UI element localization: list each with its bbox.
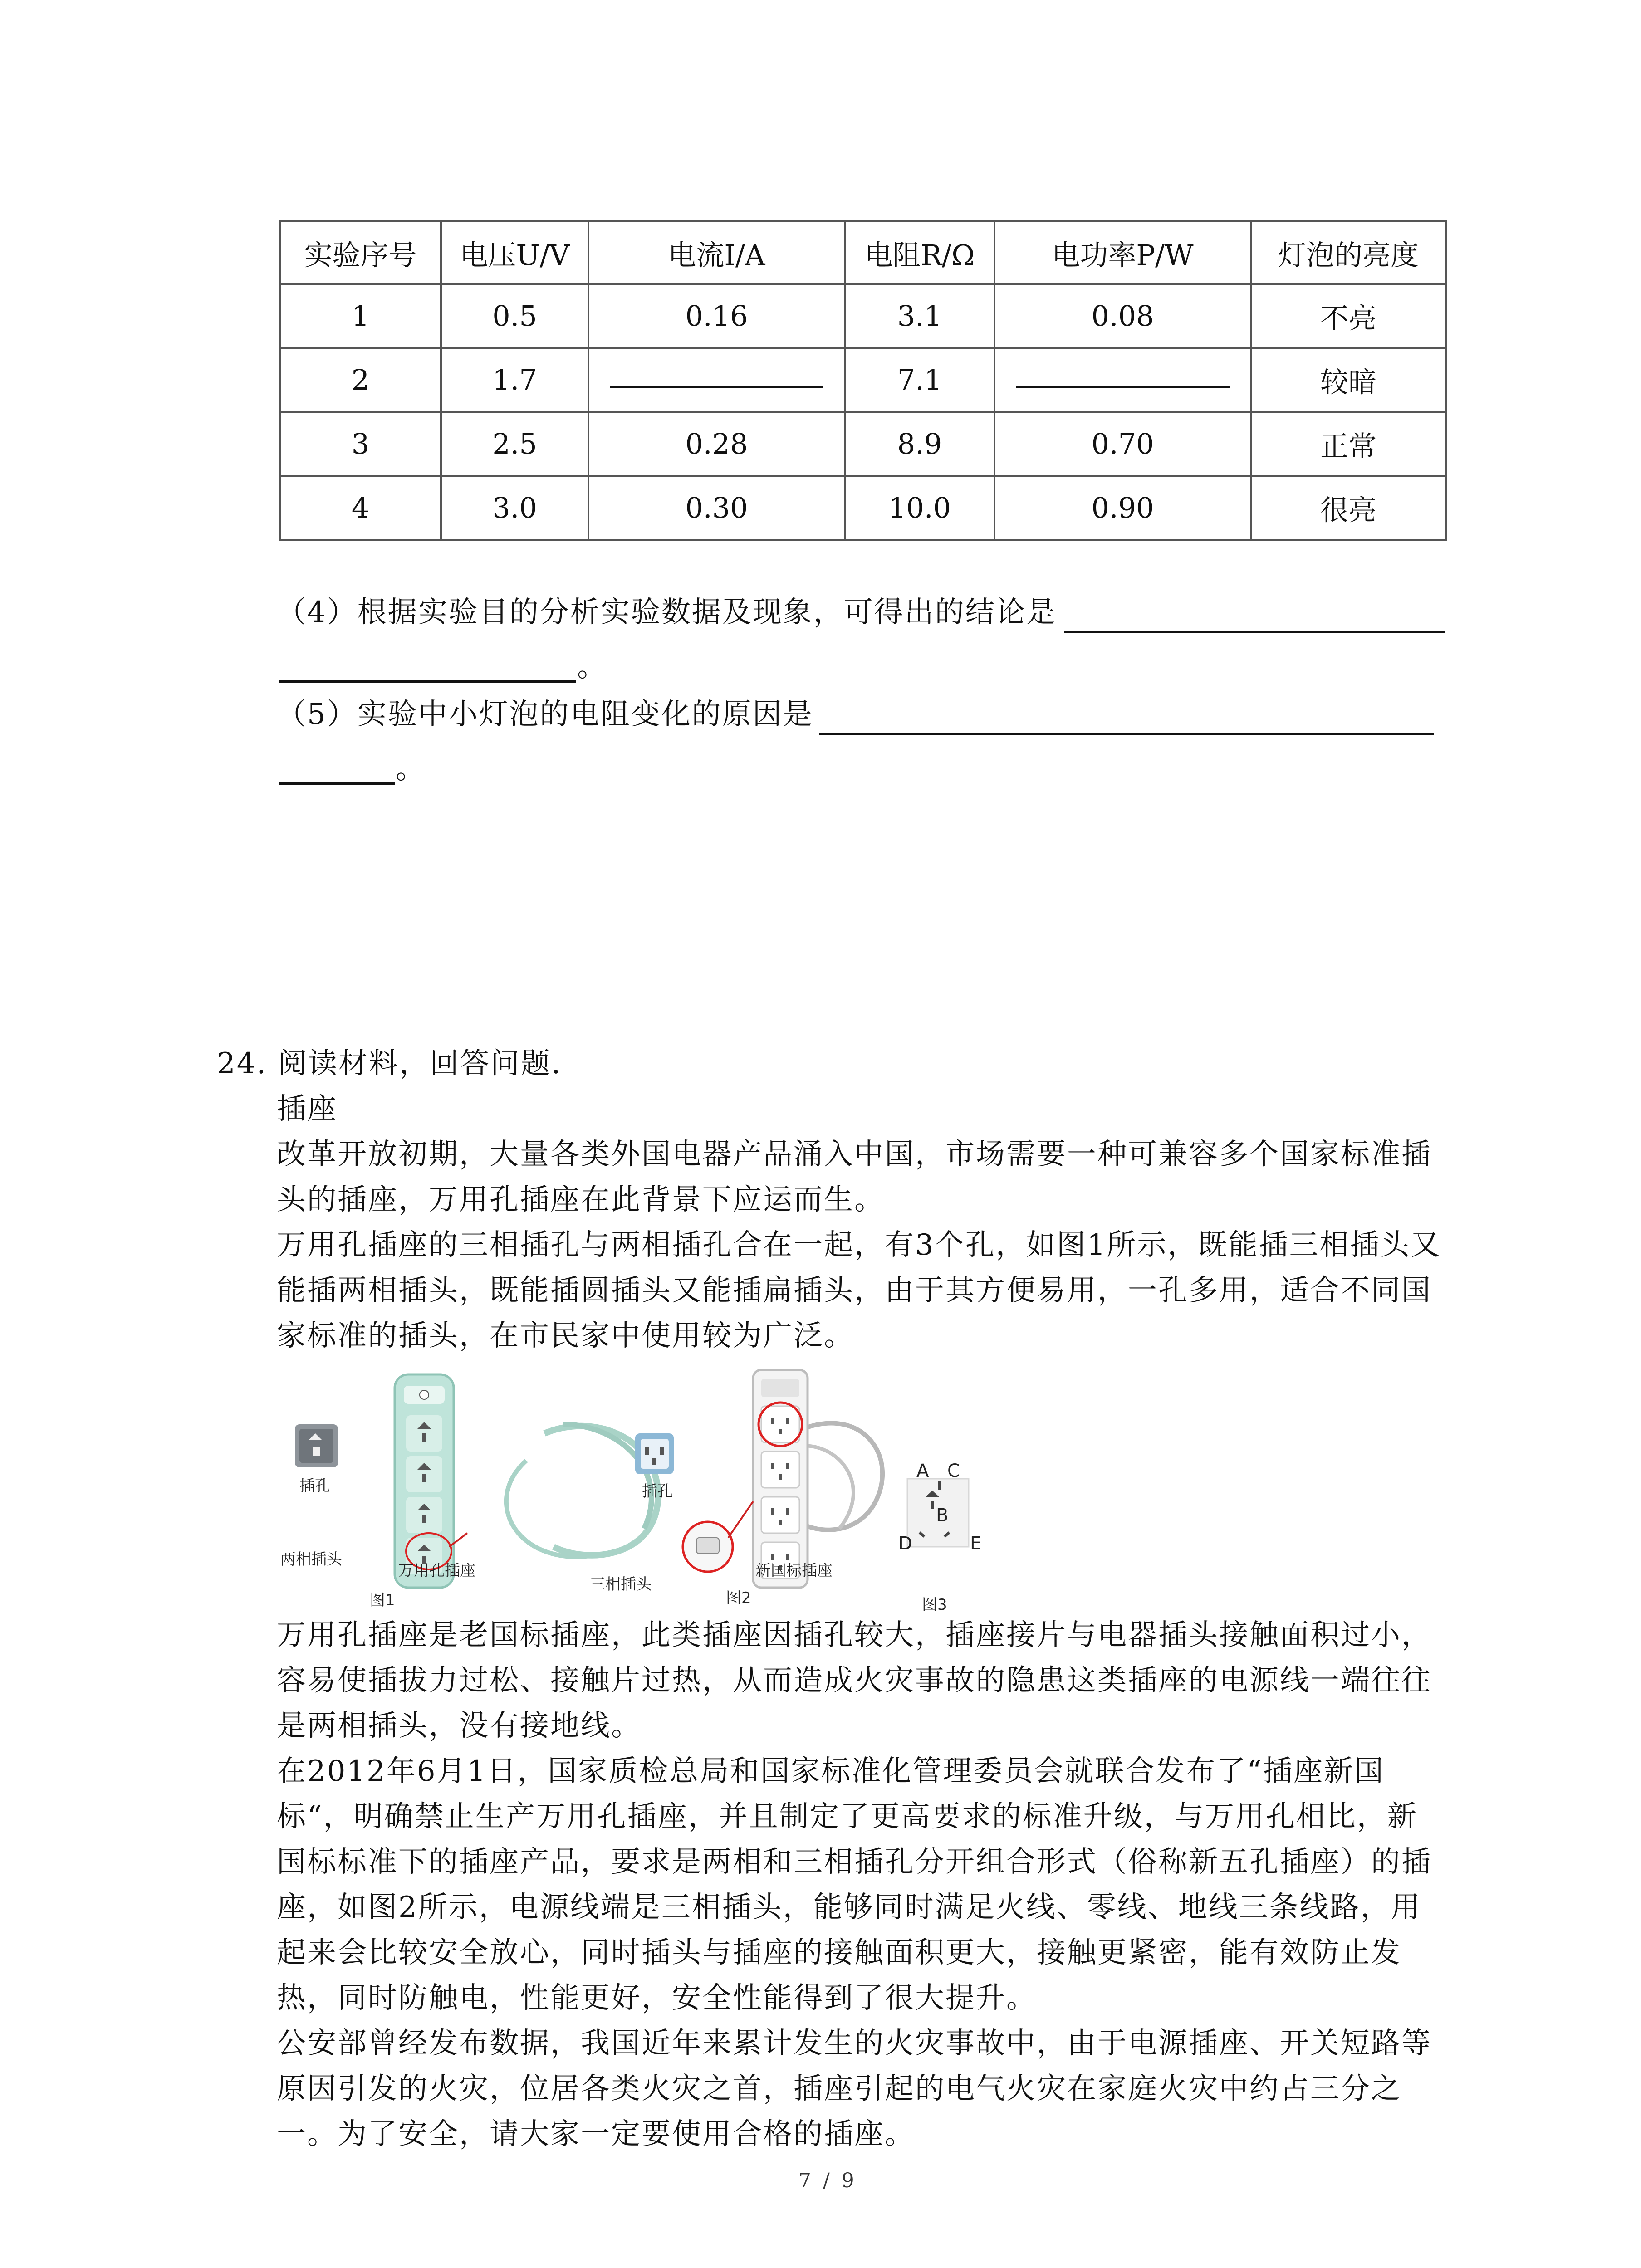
table-cell: 4: [280, 476, 441, 540]
question-5-text: （5）实验中小灯泡的电阻变化的原因是: [277, 698, 813, 731]
passage-paragraph-4-line: 在2012年6月1日，国家质检总局和国家标准化管理委员会就联合发布了“插座新国: [277, 1755, 1385, 1788]
table-cell: 较暗: [1251, 348, 1446, 412]
header-power: 电功率P/W: [994, 221, 1251, 284]
table-cell: 1: [280, 284, 441, 348]
table-cell: 0.28: [588, 412, 845, 476]
passage-paragraph-5-line: 一。为了安全，请大家一定要使用合格的插座。: [277, 2117, 915, 2151]
passage-paragraph-5-line: 原因引发的火灾，位居各类火灾之首，插座引起的电气火灾在家庭火灾中约占三分之: [277, 2072, 1401, 2106]
passage-paragraph-5-line: 公安部曾经发布数据，我国近年来累计发生的火灾事故中，由于电源插座、开关短路等: [277, 2027, 1432, 2060]
new-standard-power-strip-icon: [683, 1370, 882, 1588]
fig3-label-e: E: [970, 1533, 982, 1554]
passage-paragraph-2-line: 家标准的插头，在市民家中使用较为广泛。: [277, 1319, 854, 1353]
table-cell: 不亮: [1251, 284, 1446, 348]
passage-paragraph-3-line: 万用孔插座是老国标插座，此类插座因插孔较大，插座接片与电器插头接触面积过小，: [277, 1618, 1432, 1652]
current-answer-blank[interactable]: [588, 348, 845, 412]
table-cell: 0.90: [994, 476, 1251, 540]
passage-paragraph-4-line: 标“，明确禁止生产万用孔插座，并且制定了更高要求的标准升级，与万用孔相比，新: [277, 1800, 1418, 1833]
experiment-data-table: [279, 220, 1447, 541]
header-resistance: 电阻R/Ω: [845, 221, 994, 284]
passage-paragraph-2-line: 万用孔插座的三相插孔与两相插孔合在一起，有3个孔，如图1所示，既能插三相插头又: [277, 1228, 1441, 1262]
table-cell: 0.08: [994, 284, 1251, 348]
socket-figure: [272, 1365, 1016, 1619]
blank-line: [1016, 376, 1230, 388]
passage-paragraph-4-line: 国标标准下的插座产品，要求是两相和三相插孔分开组合形式（俗称新五孔插座）的插: [277, 1845, 1432, 1879]
header-voltage-text: 电压U/V: [460, 238, 570, 272]
header-trial-no: 实验序号: [280, 221, 441, 284]
passage-paragraph-3-line: 是两相插头，没有接地线。: [277, 1709, 642, 1743]
table-cell: 0.30: [588, 476, 845, 540]
table-cell: 3: [280, 412, 441, 476]
table-cell: 8.9: [845, 412, 994, 476]
question-4-text: （4）根据实验目的分析实验数据及现象，可得出的结论是: [277, 596, 1057, 629]
page-number: 7 / 9: [798, 2169, 857, 2192]
question-4-answer-line-1[interactable]: [1064, 631, 1445, 633]
passage-paragraph-3-line: 容易使插拔力过松、接触片过热，从而造成火灾事故的隐患这类插座的电源线一端往往: [277, 1664, 1432, 1697]
table-cell: 1.7: [441, 348, 588, 412]
table-row: [280, 284, 1446, 348]
header-voltage: [441, 221, 588, 284]
question-4-end: 。: [577, 650, 607, 684]
power-answer-blank[interactable]: [994, 348, 1251, 412]
table-cell: 7.1: [845, 348, 994, 412]
table-cell: 很亮: [1251, 476, 1446, 540]
table-cell: 0.5: [441, 284, 588, 348]
fig2-socket-label: 插孔: [642, 1482, 673, 1501]
passage-paragraph-4-line: 起来会比较安全放心，同时插头与插座的接触面积更大，接触更紧密，能有效防止发: [277, 1936, 1401, 1970]
fig2-strip-label: 新国标插座: [755, 1562, 833, 1580]
fig3-label-d: D: [898, 1533, 912, 1554]
table-cell: 3.0: [441, 476, 588, 540]
table-row: [280, 412, 1446, 476]
header-brightness: 灯泡的亮度: [1251, 221, 1446, 284]
fig1-strip-label: 万用孔插座: [398, 1562, 475, 1580]
fig1-caption: 图1: [370, 1591, 395, 1609]
passage-paragraph-2-line: 能插两相插头，既能插圆插头又能插扁插头，由于其方便易用，一孔多用，适合不同国: [277, 1274, 1432, 1307]
fig3-label-c: C: [947, 1461, 960, 1481]
fig3-caption: 图3: [922, 1596, 947, 1614]
table-cell: 正常: [1251, 412, 1446, 476]
table-cell: 0.70: [994, 412, 1251, 476]
new-standard-socket-icon: [635, 1433, 674, 1474]
question-5-answer-line-2[interactable]: [279, 782, 395, 785]
question-5-answer-line-1[interactable]: [819, 733, 1434, 735]
question-4-answer-line-2[interactable]: [279, 680, 576, 683]
table-cell: 2.5: [441, 412, 588, 476]
table-cell: 10.0: [845, 476, 994, 540]
universal-socket-icon: [295, 1424, 338, 1467]
passage-paragraph-4-line: 座，如图2所示，电源线端是三相插头，能够同时满足火线、零线、地线三条线路，用: [277, 1891, 1421, 1924]
table-cell: 0.16: [588, 284, 845, 348]
question-24-heading: 24. 阅读材料，回答问题.: [217, 1047, 562, 1080]
fig3-label-a: A: [916, 1461, 929, 1481]
header-current: 电流I/A: [588, 221, 845, 284]
blank-line: [610, 376, 823, 388]
table-cell: 3.1: [845, 284, 994, 348]
passage-title: 插座: [277, 1092, 338, 1126]
passage-paragraph-1-line: 改革开放初期，大量各类外国电器产品涌入中国，市场需要一种可兼容多个国家标准插: [277, 1138, 1432, 1171]
passage-paragraph-1-line: 头的插座，万用孔插座在此背景下应运而生。: [277, 1183, 885, 1217]
table-header-row: [280, 221, 1446, 284]
universal-power-strip-icon: [395, 1374, 658, 1588]
fig2-caption: 图2: [726, 1589, 751, 1607]
fig1-socket-label: 插孔: [299, 1477, 330, 1495]
table-row: [280, 476, 1446, 540]
fig1-plug-label: 两相插头: [280, 1550, 342, 1569]
question-5-end: 。: [396, 752, 426, 786]
table-row: [280, 348, 1446, 412]
fig2-plug-label: 三相插头: [590, 1575, 652, 1593]
table-cell: 2: [280, 348, 441, 412]
passage-paragraph-4-line: 热，同时防触电，性能更好，安全性能得到了很大提升。: [277, 1981, 1037, 2015]
fig3-label-b: B: [936, 1505, 949, 1526]
